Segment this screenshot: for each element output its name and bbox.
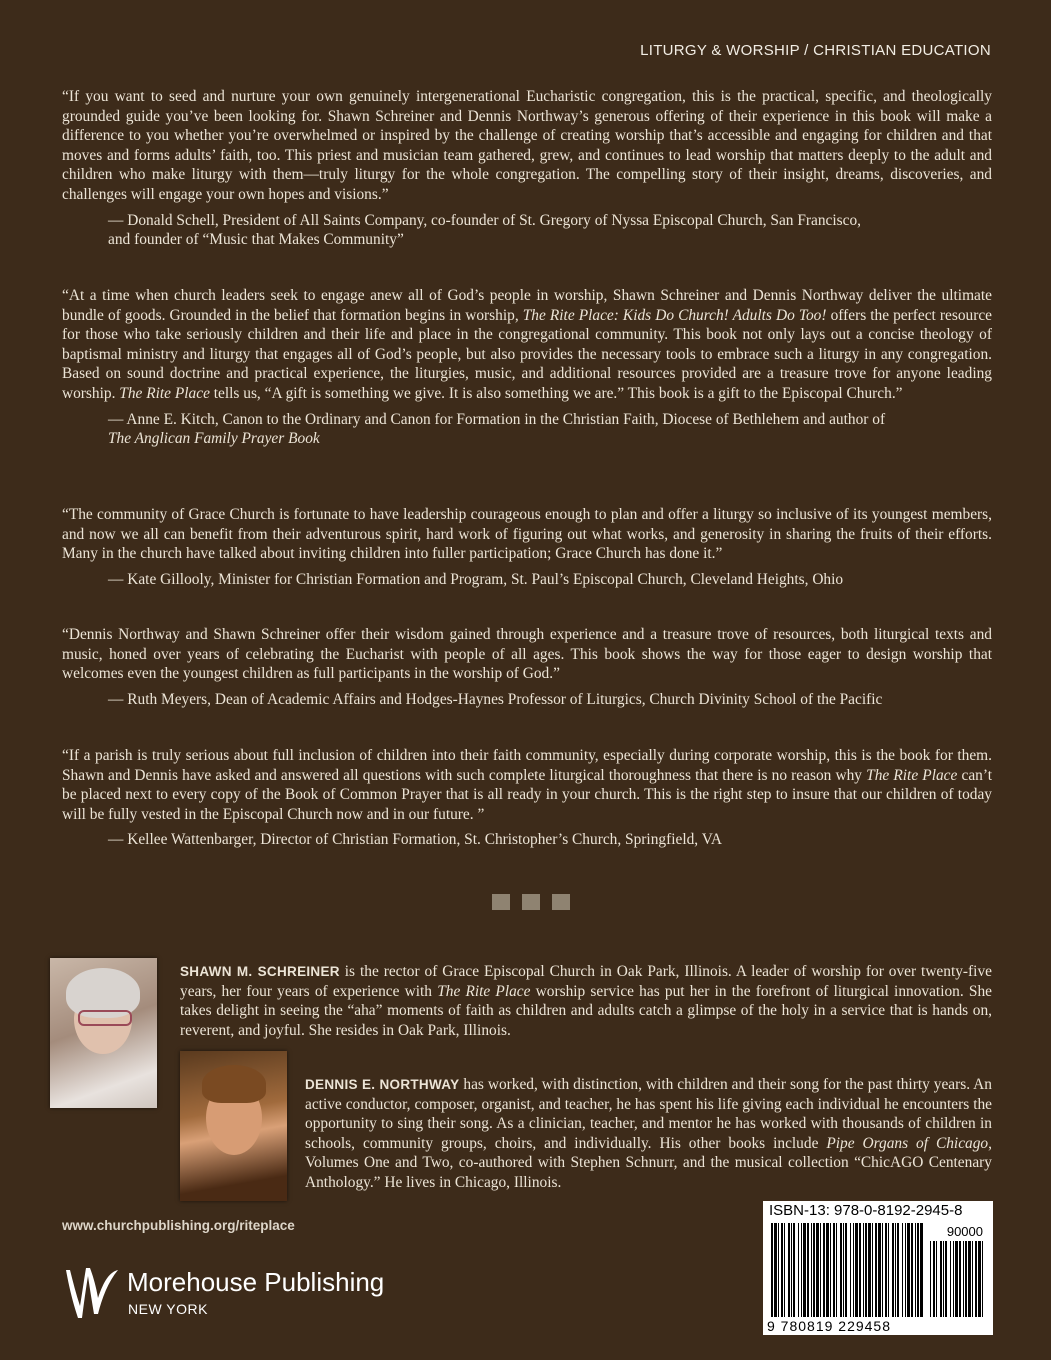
- barcode-bar: [820, 1223, 821, 1317]
- barcode-bar: [888, 1223, 889, 1317]
- barcode-bar: [788, 1223, 790, 1317]
- barcode-bar: [882, 1223, 883, 1317]
- barcode-bar: [945, 1241, 947, 1317]
- barcode-bar: [959, 1241, 961, 1317]
- barcode-bar: [843, 1223, 844, 1317]
- barcode-bar: [850, 1223, 851, 1317]
- barcode-bar: [784, 1223, 785, 1317]
- publisher-logo-icon: [60, 1262, 122, 1324]
- barcode-bar: [830, 1223, 831, 1317]
- barcode-bar: [803, 1223, 806, 1317]
- barcode-bar: [978, 1241, 981, 1317]
- barcode-bar: [872, 1223, 873, 1317]
- endorsement-quote: “Dennis Northway and Shawn Schreiner offer their wisdom gained through experience and a treasure trove of resources, both liturgical texts and music, honed over years of celebrating the Eucharist with people of all ages. This book shows the way for those eager to design worship that welcomes even the youngest children as full participants in the worship of God.”: [62, 626, 992, 683]
- barcode-bar: [836, 1223, 837, 1317]
- barcode-bar: [811, 1223, 812, 1317]
- barcode-bar: [917, 1223, 919, 1317]
- category-label: LITURGY & WORSHIP / CHRISTIAN EDUCATION: [640, 42, 991, 59]
- publisher-city: NEW YORK: [128, 1301, 208, 1317]
- barcode-bar: [943, 1241, 944, 1317]
- barcode-bar: [975, 1241, 977, 1317]
- endorsement-attribution: — Donald Schell, President of All Saints Company, co-founder of St. Gregory of Nyssa Episcopal Church, San Francisco, and founder of “Music that Makes Community”: [108, 211, 862, 249]
- endorsement-4: [62, 625, 992, 709]
- barcode-bar: [955, 1241, 958, 1317]
- barcode-bar: [920, 1223, 923, 1317]
- barcode-bar: [868, 1223, 871, 1317]
- barcode-bar: [774, 1223, 777, 1317]
- barcode-bar: [859, 1223, 861, 1317]
- divider-square: [522, 894, 540, 910]
- barcode-bar: [778, 1223, 779, 1317]
- barcode-bar: [982, 1241, 983, 1317]
- barcode-bar: [813, 1223, 815, 1317]
- barcode-bar: [972, 1241, 973, 1317]
- barcode-bar: [963, 1241, 964, 1317]
- barcode-bar: [905, 1223, 906, 1317]
- barcode-bar: [965, 1241, 967, 1317]
- barcode-bar: [781, 1223, 783, 1317]
- isbn-number: ISBN-13: 978-0-8192-2945-8: [769, 1202, 963, 1219]
- author-photo-schreiner: [50, 958, 157, 1108]
- barcode-bar: [892, 1223, 894, 1317]
- barcode-bar: [855, 1223, 858, 1317]
- barcode-bar: [895, 1223, 896, 1317]
- barcode-bar: [940, 1241, 942, 1317]
- barcode-bar: [907, 1223, 910, 1317]
- endorsement-attribution: — Kate Gillooly, Minister for Christian Formation and Program, St. Paul’s Episcopal Church, Cleveland Heights, Ohio: [108, 570, 844, 588]
- endorsement-quote: “At a time when church leaders seek to engage anew all of God’s people in worship, Shawn Schreiner and Dennis Northway deliver the ultimate bundle of goods. Grounded in the belief that formation begins in worship, The Rite Place: Kids Do Church! Adults Do Too! offers the perfect resource for those who take seriously children and their life and place in the congregational community. This book not only lays out a concise theology of baptismal ministry and liturgy that engages all of God’s people, but also provides the necessary tools to embrace such a liturgy in any congregation. Based on sound doctrine and practical experience, the liturgies, music, and additional resources provided are a treasure trove for anyone leading worship. The Rite Place tells us, “A gift is something we give. It is also something we are.” This book is a gift to the Episcopal Church.”: [62, 287, 992, 402]
- endorsement-2: [62, 286, 992, 449]
- section-divider: [492, 894, 570, 910]
- barcode-bar: [950, 1241, 951, 1317]
- divider-square: [492, 894, 510, 910]
- publisher-name: Morehouse Publishing: [127, 1267, 385, 1297]
- endorsement-attribution: — Kellee Wattenbarger, Director of Christian Formation, St. Christopher’s Church, Springfield, VA: [108, 831, 722, 849]
- website-url: www.churchpublishing.org/riteplace: [62, 1218, 295, 1233]
- barcode-bar: [833, 1223, 835, 1317]
- endorsement-attribution: — Ruth Meyers, Dean of Academic Affairs and Hodges-Haynes Professor of Liturgics, Church Divinity School of the Pacific: [108, 690, 883, 708]
- barcode-bar: [953, 1241, 954, 1317]
- price-code: 90000: [946, 1224, 983, 1239]
- endorsement-quote: “If you want to seed and nurture your own genuinely intergenerational Eucharistic congregation, this is the practical, specific, and theologically grounded guide you’ve been looking for. Shawn Schreiner and Dennis Northway’s generous offering of their experience in this book will make a difference to you whether you’re overwhelmed or inspired by the challenge of creating worship that’s accessible and engaging for children and that moves and forms adults’ faith, too. This priest and musician team gathered, grew, and continues to lead worship that matters deeply to the adult and children who make liturgy with them—truly liturgy for the whole congregation. The compelling story of their insight, dreams, discoveries, and challenges will engage your own hopes and visions.”: [62, 88, 992, 203]
- barcode-bar: [885, 1223, 887, 1317]
- barcode-bar: [902, 1223, 903, 1317]
- barcode-bar: [771, 1223, 773, 1317]
- author-photo-northway: [180, 1051, 287, 1201]
- barcode-bar: [791, 1223, 792, 1317]
- barcode-bar: [865, 1223, 867, 1317]
- barcode-bar: [968, 1241, 971, 1317]
- endorsement-quote: “If a parish is truly serious about full inclusion of children into their faith community, especially during corporate worship, this is the book for them. Shawn and Dennis have asked and answered all questions with such complete liturgical thoroughness that there is no reason why The Rite Place can’t be placed next to every copy of the Book of Common Prayer that is all ready in your church. This is the right step to insure that our children of today will be fully vested in the Episcopal Church now and in our future. ”: [62, 747, 992, 823]
- barcode-bar: [853, 1223, 854, 1317]
- barcode-bar: [823, 1223, 825, 1317]
- barcode-digits: 9 780819 229458: [767, 1318, 891, 1334]
- isbn-barcode: [763, 1201, 993, 1335]
- barcode-bar: [863, 1223, 864, 1317]
- divider-square: [552, 894, 570, 910]
- barcode-bar: [897, 1223, 899, 1317]
- barcode-bar: [915, 1223, 916, 1317]
- barcode-bar: [801, 1223, 802, 1317]
- barcode-bar: [840, 1223, 842, 1317]
- barcode-bar: [845, 1223, 847, 1317]
- barcode-bar: [930, 1241, 931, 1317]
- barcode-bar: [816, 1223, 819, 1317]
- barcode-bar: [793, 1223, 795, 1317]
- barcode-bar: [798, 1223, 799, 1317]
- endorsement-attribution: — Anne E. Kitch, Canon to the Ordinary and Canon for Formation in the Christian Faith, Diocese of Bethlehem and author of The Anglican Family Prayer Book: [108, 410, 886, 448]
- barcode-bar: [826, 1223, 829, 1317]
- barcode-bar: [933, 1241, 935, 1317]
- barcode-bar: [875, 1223, 877, 1317]
- author-bio-northway: DENNIS E. NORTHWAY has worked, with distinction, with children and their song for the past thirty years. An active conductor, composer, organist, and teacher, he has spent his life giving each individual he encounters the opportunity to sing their song. As a clinician, teacher, and mentor he has worked with thousands of children in schools, community groups, choirs, and individually. His other books include Pipe Organs of Chicago, Volumes One and Two, co-authored with Stephen Schnurr, and the musical collection “ChicAGO Centenary Anthology.” He lives in Chicago, Illinois.: [305, 1076, 992, 1191]
- endorsement-3: [62, 505, 992, 589]
- barcode-bar: [807, 1223, 809, 1317]
- endorsement-1: [62, 87, 992, 250]
- author-bio-schreiner: SHAWN M. SCHREINER is the rector of Grace Episcopal Church in Oak Park, Illinois. A leader of worship for over twenty-five years, her four years of experience with The Rite Place worship service has put her in the forefront of liturgical innovation. She takes delight in seeing the “aha” moments of faith as children and adults catch a glimpse of the holy in a service that is hands on, reverent, and joyful. She resides in Oak Park, Illinois.: [180, 963, 992, 1039]
- barcode-bar: [911, 1223, 913, 1317]
- barcode-bar: [936, 1241, 937, 1317]
- endorsement-quote: “The community of Grace Church is fortunate to have leadership courageous enough to plan and offer a liturgy so inclusive of its youngest members, and now we all can benefit from their adventurous spirit, hard work of figuring out what works, and generosity in sharing the fruits of their efforts. Many in the church have talked about inviting children into fuller participation; Grace Church has done it.”: [62, 506, 992, 563]
- barcode-bar: [878, 1223, 881, 1317]
- endorsement-5: [62, 746, 992, 850]
